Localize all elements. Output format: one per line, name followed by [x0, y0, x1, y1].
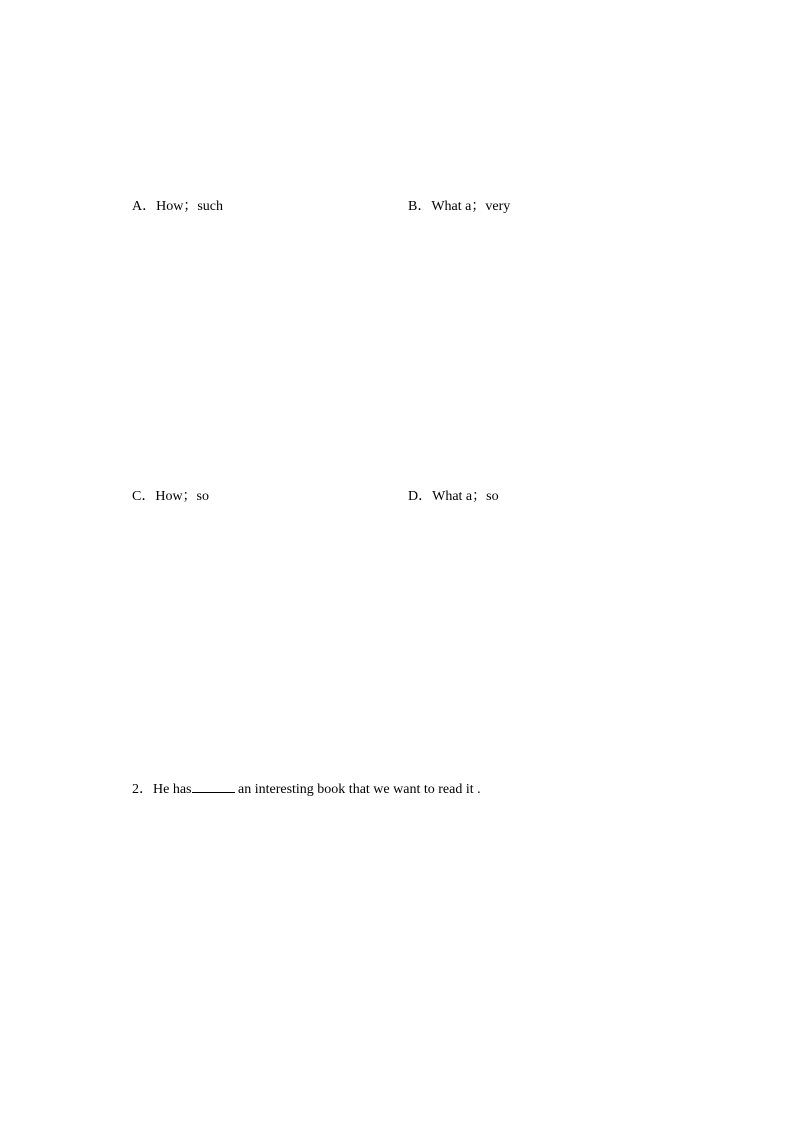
option-b: B．What a；very: [408, 199, 511, 214]
option-d: D．What a；so: [408, 489, 499, 504]
option-a: A．How；such: [132, 199, 223, 214]
question-2: [132, 780, 481, 798]
question-text-after: an interesting book that we want to read it .: [234, 782, 481, 797]
option-c: C．How；so: [132, 489, 210, 504]
question-text-before: He has: [153, 782, 192, 797]
answer-blank: [192, 780, 235, 793]
question-number: 2．: [132, 782, 153, 797]
